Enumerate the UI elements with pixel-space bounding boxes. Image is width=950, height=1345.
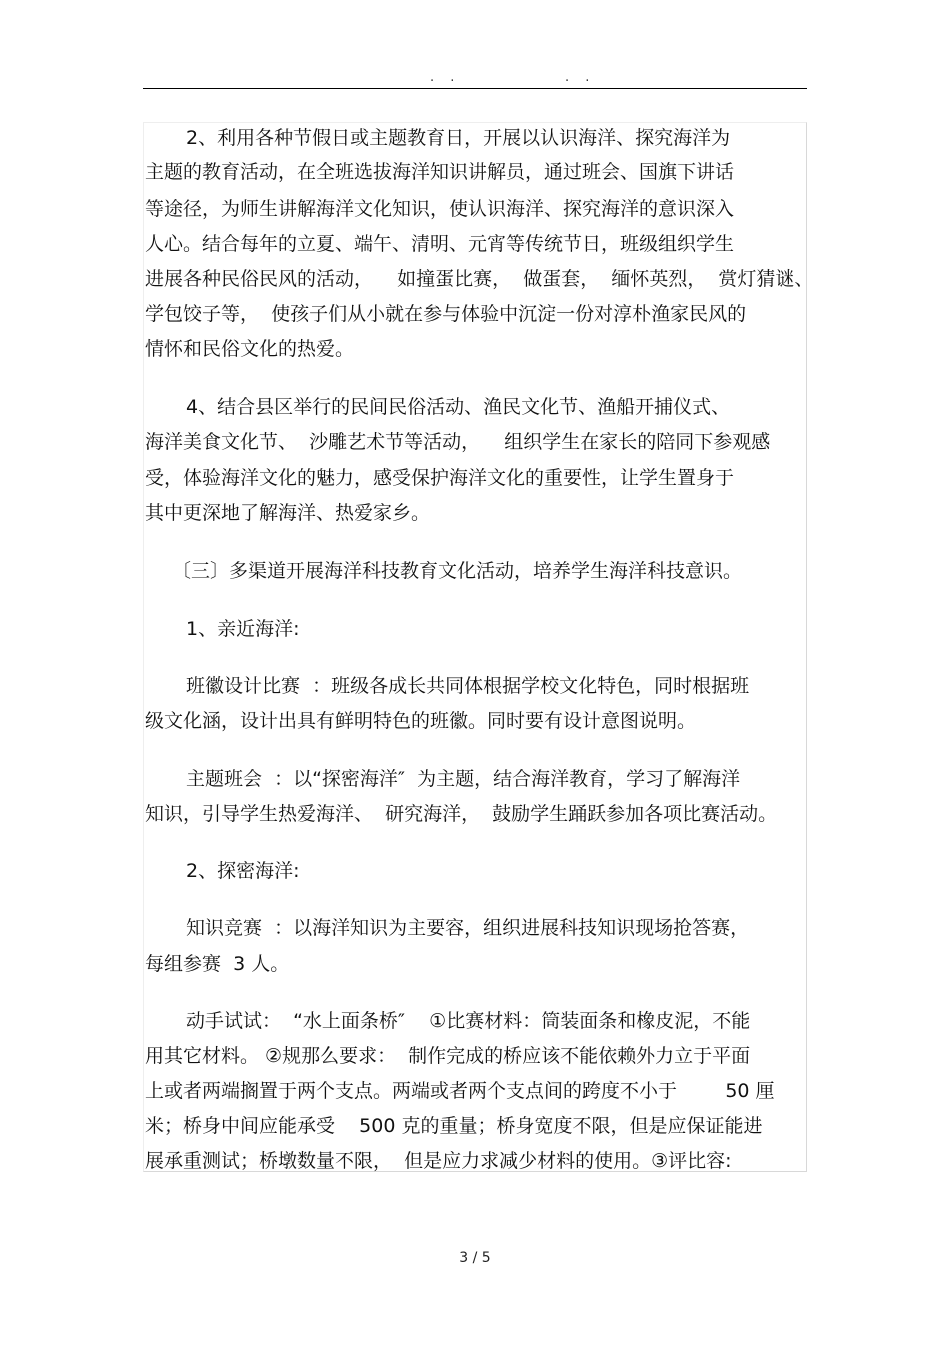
paragraph-line: 上或者两端搁置于两个支点。两端或者两个支点间的跨度不小于 50 厘: [145, 1080, 775, 1102]
paragraph-line: 人心。结合每年的立夏、端午、清明、元宵等传统节日，班级组织学生: [145, 233, 735, 255]
page-number: 3 / 5: [459, 1250, 491, 1266]
subheading: 1、亲近海洋:: [186, 618, 300, 640]
paragraph-line: 班徽设计比赛 ：班级各成长共同体根据学校文化特色，同时根据班: [186, 675, 750, 697]
paragraph-line: 展承重测试；桥墩数量不限， 但是应力求减少材料的使用。③评比容:: [145, 1150, 732, 1172]
header-rule: [143, 88, 807, 89]
paragraph-line: 海洋美食文化节、 沙雕艺术节等活动， 组织学生在家长的陪同下参观感: [145, 431, 771, 453]
subheading: 2、探密海洋:: [186, 860, 300, 882]
paragraph-line: 主题的教育活动，在全班选拔海洋知识讲解员，通过班会、国旗下讲话: [145, 161, 735, 183]
paragraph-line: 知识，引导学生热爱海洋、 研究海洋， 鼓励学生踊跃参加各项比赛活动。: [145, 803, 778, 825]
header-dots-left: . .: [430, 70, 461, 85]
paragraph-line: 用其它材料。 ②规那么要求： 制作完成的桥应该不能依赖外力立于平面: [145, 1045, 751, 1067]
paragraph-line: 每组参赛 3 人。: [145, 953, 290, 975]
paragraph-line: 进展各种民俗民风的活动， 如撞蛋比赛， 做蛋套， 缅怀英烈， 赏灯猜谜、: [145, 268, 814, 290]
paragraph-line: 情怀和民俗文化的热爱。: [145, 338, 355, 360]
paragraph-line: 米；桥身中间应能承受 500 克的重量；桥身宽度不限，但是应保证能进: [145, 1115, 763, 1137]
paragraph-line: 动手试试： “水上面条桥″ ①比赛材料：筒装面条和橡皮泥，不能: [186, 1010, 751, 1032]
paragraph-line: 知识竞赛 ：以海洋知识为主要容，组织进展科技知识现场抢答赛，: [186, 917, 750, 939]
paragraph-line: 等途径，为师生讲解海洋文化知识，使认识海洋、探究海洋的意识深入: [145, 198, 735, 220]
paragraph-line: 学包饺子等， 使孩子们从小就在参与体验中沉淀一份对淳朴渔家民风的: [145, 303, 747, 325]
paragraph-line: 4、结合县区举行的民间民俗活动、渔民文化节、渔船开捕仪式、: [186, 396, 731, 418]
paragraph-line: 其中更深地了解海洋、热爱家乡。: [145, 502, 431, 524]
header-dots-right: . .: [565, 70, 596, 85]
paragraph-line: 主题班会 ：以“探密海洋″ 为主题，结合海洋教育，学习了解海洋: [186, 768, 741, 790]
section-heading: 〔三〕多渠道开展海洋科技教育文化活动，培养学生海洋科技意识。: [172, 560, 743, 582]
paragraph-line: 级文化涵，设计出具有鲜明特色的班徽。同时要有设计意图说明。: [145, 710, 697, 732]
paragraph-line: 2、利用各种节假日或主题教育日，开展以认识海洋、探究海洋为: [186, 127, 731, 149]
paragraph-line: 受，体验海洋文化的魅力，感受保护海洋文化的重要性，让学生置身于: [145, 467, 735, 489]
